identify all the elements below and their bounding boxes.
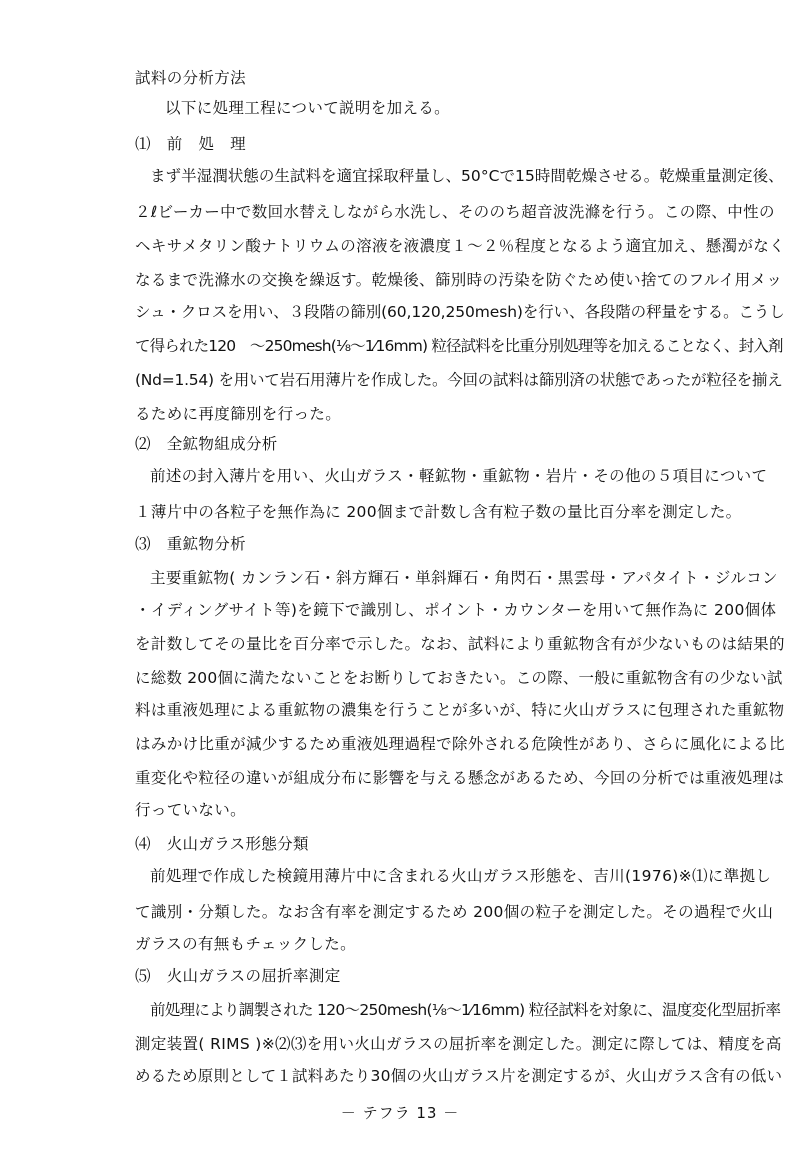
paragraph-line: 前処理により調製された 120～250mesh(⅛～1⁄16mm) 粒径試料を対象に、温度変化型屈折率 xyxy=(150,1001,781,1019)
paragraph-line: 行っていない。 xyxy=(135,801,246,819)
paragraph-line: シュ・クロスを用い、３段階の篩別(60,120,250mesh)を行い、各段階の秤量をする。こうし xyxy=(135,303,785,321)
paragraph-line: て得られた120 ～250mesh(⅛～1⁄16mm) 粒径試料を比重分別処理等を加えることなく、封入剤 xyxy=(135,337,783,355)
paragraph-line: 料は重液処理による重鉱物の濃集を行うことが多いが、特に火山ガラスに包理された重鉱物 xyxy=(135,701,785,719)
paragraph-line: まず半湿潤状態の生試料を適宜採取秤量し、50°Cで15時間乾燥させる。乾燥重量測定後、 xyxy=(150,167,784,185)
paragraph-line: めるため原則として１試料あたり30個の火山ガラス片を測定するが、火山ガラス含有の低い xyxy=(135,1067,783,1085)
heading-refractive-index: ⑸ 火山ガラスの屈折率測定 xyxy=(135,967,341,985)
paragraph-line: に総数 200個に満たないことをお断りしておきたい。この際、一般に重鉱物含有の少ない試 xyxy=(135,669,783,687)
paragraph-line: (Nd=1.54) を用いて岩石用薄片を作成した。今回の試料は篩別済の状態であったが粒径を揃え xyxy=(135,371,783,389)
intro-text: 以下に処理工程について説明を加える。 xyxy=(165,99,450,117)
paragraph-line: ２ℓビーカー中で数回水替えしながら水洗し、そののち超音波洗滌を行う。この際、中性の xyxy=(135,203,775,221)
paragraph-line: 測定装置( RIMS )※⑵⑶を用い火山ガラスの屈折率を測定した。測定に際しては、精度を高 xyxy=(135,1035,782,1053)
heading-pretreatment: ⑴ 前 処 理 xyxy=(135,135,246,153)
paragraph-line: １薄片中の各粒子を無作為に 200個まで計数し含有粒子数の量比百分率を測定した。 xyxy=(135,503,742,521)
paragraph-line: 前処理で作成した検鏡用薄片中に含まれる火山ガラス形態を、吉川(1976)※⑴に準拠し xyxy=(150,867,772,885)
page-footer: － テフラ 13 － xyxy=(340,1104,460,1122)
heading-glass-morphology: ⑷ 火山ガラス形態分類 xyxy=(135,835,309,853)
paragraph-line: なるまで洗滌水の交換を繰返す。乾燥後、篩別時の汚染を防ぐため使い捨てのフルイ用メッ xyxy=(135,271,783,289)
paragraph-line: 主要重鉱物( カンラン石・斜方輝石・単斜輝石・角閃石・黒雲母・アパタイト・ジルコン xyxy=(150,569,778,587)
paragraph-line: 前述の封入薄片を用い、火山ガラス・軽鉱物・重鉱物・岩片・その他の５項目について xyxy=(150,467,768,485)
paragraph-line: ガラスの有無もチェックした。 xyxy=(135,935,356,953)
paragraph-line: を計数してその量比を百分率で示した。なお、試料により重鉱物含有が少ないものは結果的 xyxy=(135,635,785,653)
paragraph-line: ヘキサメタリン酸ナトリウムの溶液を液濃度１～２％程度となるよう適宜加え、懸濁がなく xyxy=(135,237,786,255)
section-title: 試料の分析方法 xyxy=(135,69,246,87)
paragraph-line: るために再度篩別を行った。 xyxy=(135,405,342,423)
paragraph-line: て識別・分類した。なお含有率を測定するため 200個の粒子を測定した。その過程で火山 xyxy=(135,903,774,921)
heading-mineral-composition: ⑵ 全鉱物組成分析 xyxy=(135,435,278,453)
heading-heavy-mineral: ⑶ 重鉱物分析 xyxy=(135,535,246,553)
paragraph-line: 重変化や粒径の違いが組成分布に影響を与える懸念があるため、今回の分析では重液処理は xyxy=(135,769,785,787)
paragraph-line: はみかけ比重が減少するため重液処理過程で除外される危険性があり、さらに風化による比 xyxy=(135,735,785,753)
paragraph-line: ・イディングサイト等)を鏡下で識別し、ポイント・カウンターを用いて無作為に 200個体 xyxy=(135,601,777,619)
